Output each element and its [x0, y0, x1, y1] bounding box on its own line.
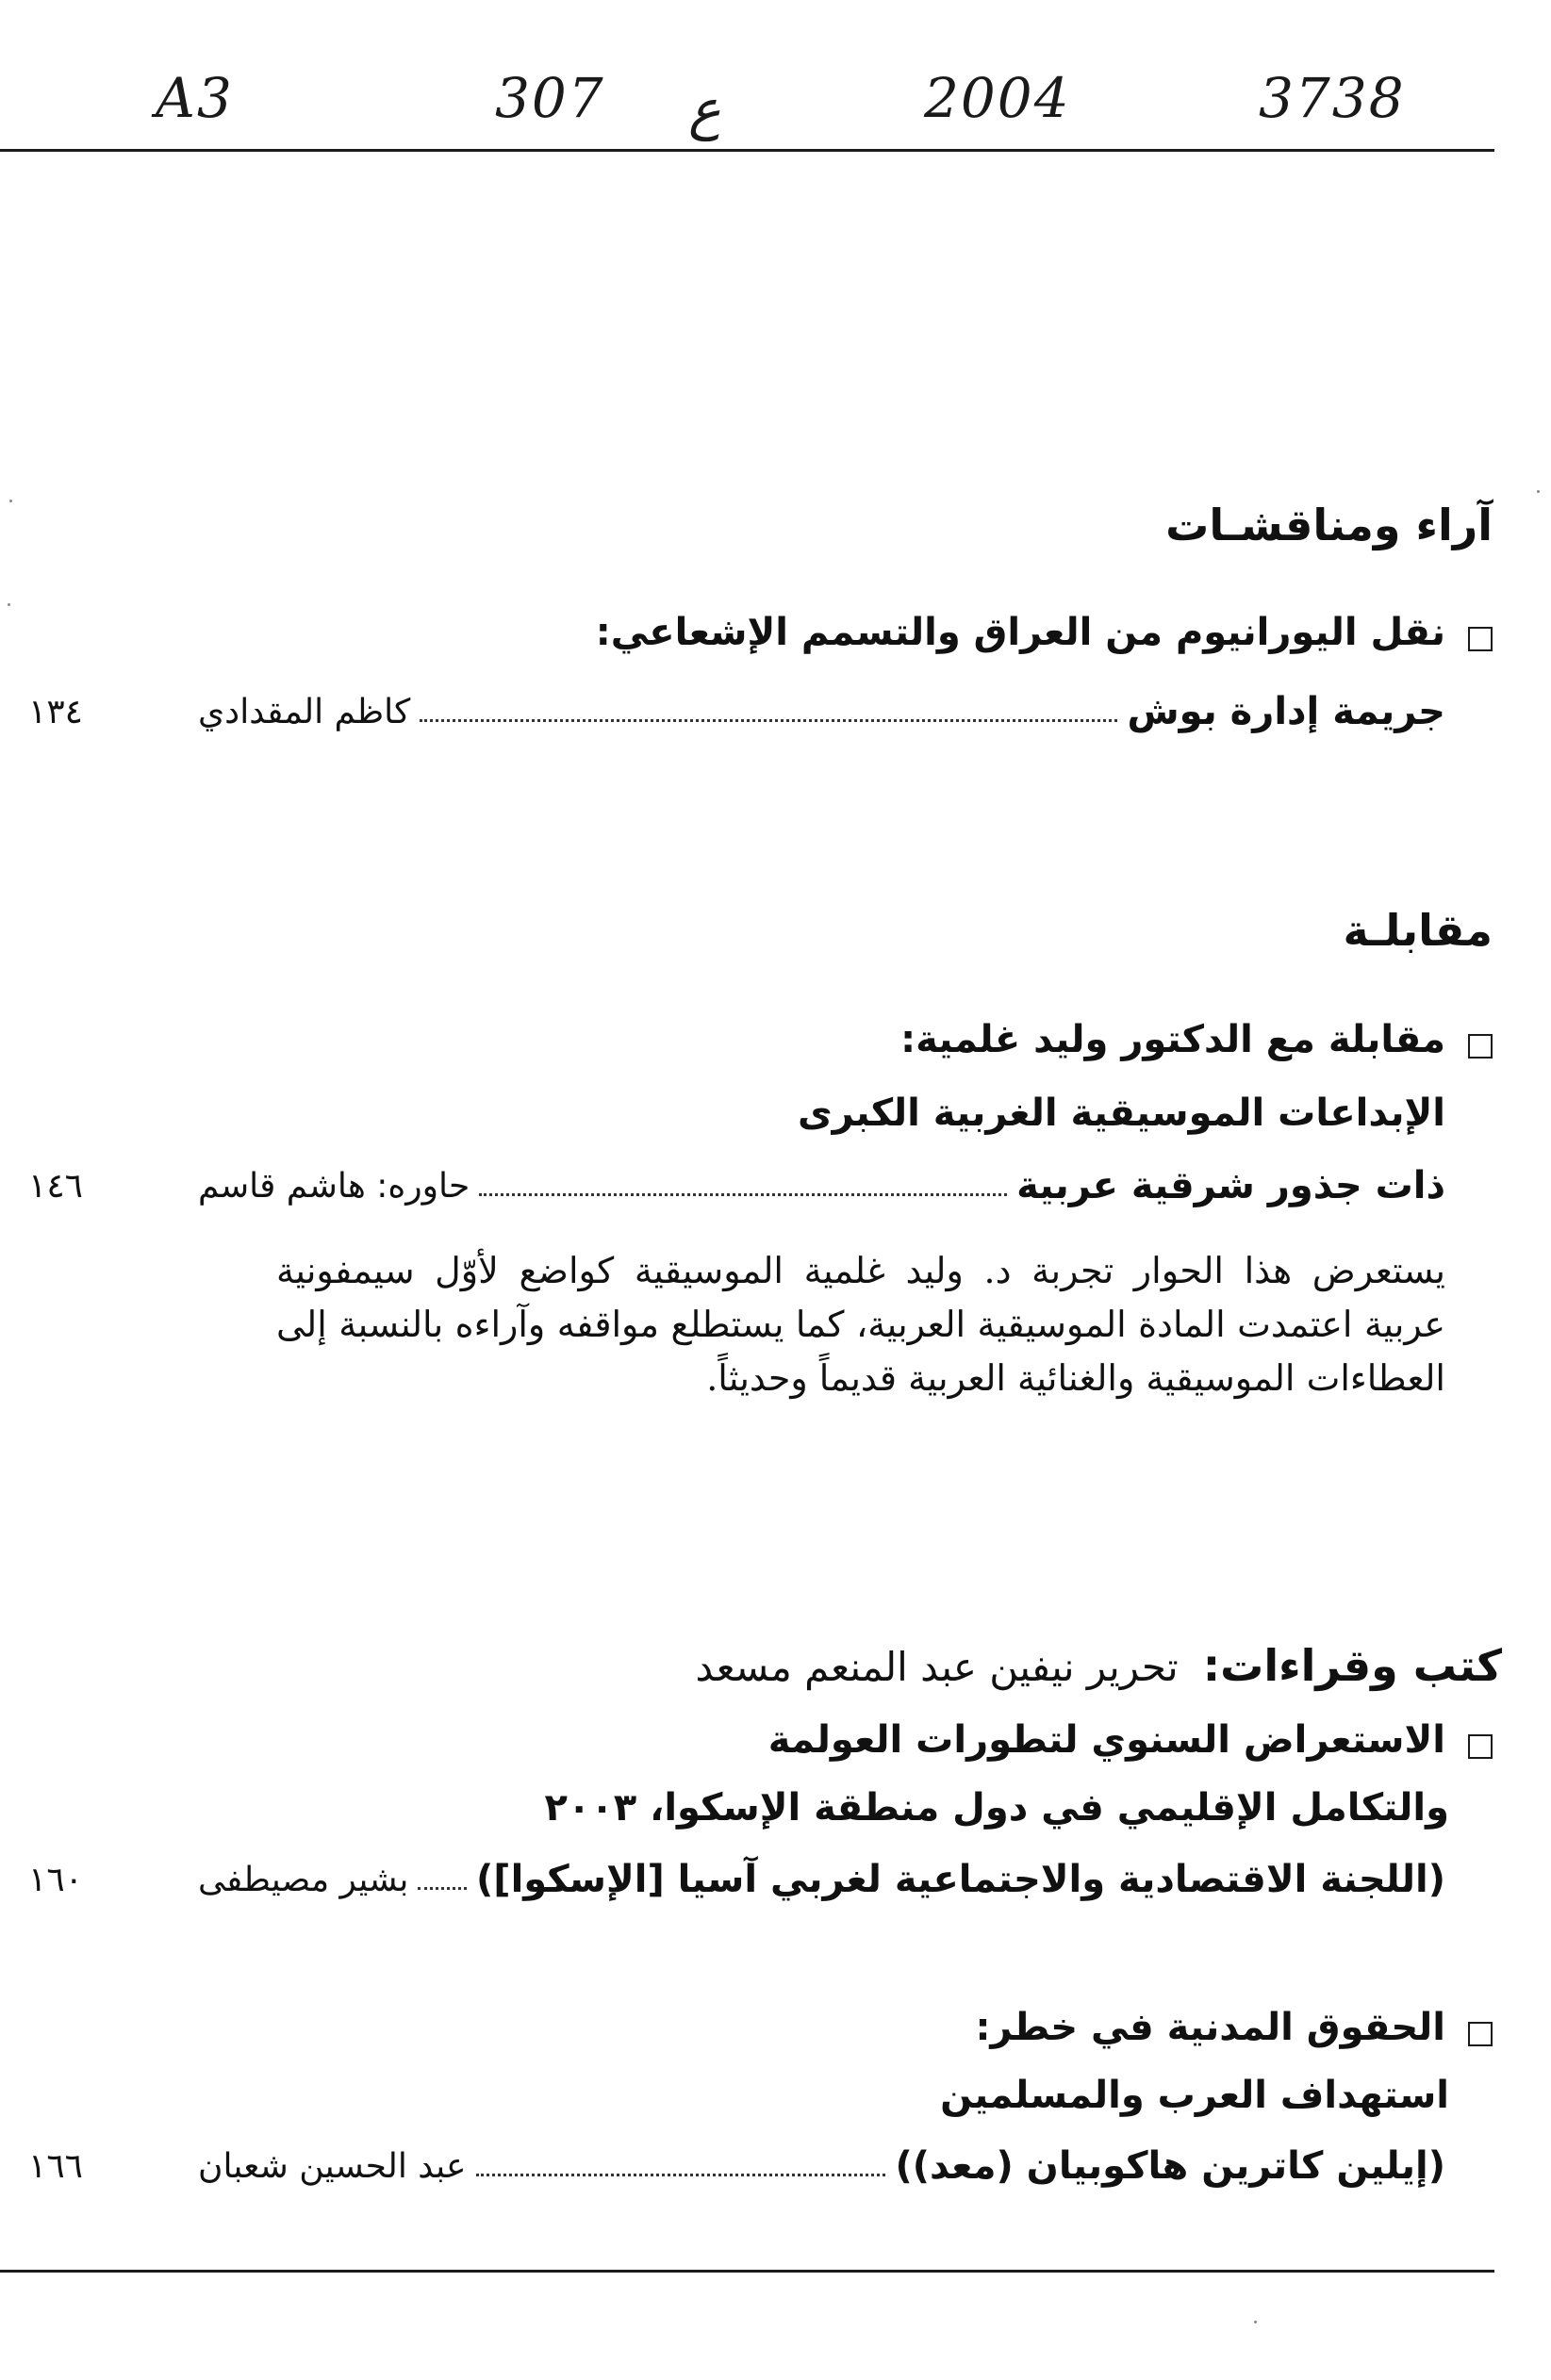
books-editor: تحرير نيفين عبد المنعم مسعد	[695, 1644, 1179, 1690]
bullet-box-icon	[1468, 1034, 1493, 1059]
entry-author: عبد الحسين شعبان	[198, 2146, 467, 2186]
interview-abstract: يستعرض هذا الحوار تجربة د. وليد غلمية الموسيقية كواضع لأوّل سيمفونية عربية اعتمدت المادة الموسيقية العربية، كما يستطلع مواقفه وآراءه بالنسبة إلى العطاءات الموسيقية والغنائية العربية قديماً وحديثاً.	[276, 1250, 1445, 1399]
entry-title-line: استهداف العرب والمسلمين	[940, 2074, 1449, 2117]
entry-title-line: الإبداعات الموسيقية الغربية الكبرى	[798, 1092, 1445, 1135]
bullet-box-icon	[1468, 1734, 1493, 1759]
scan-speck	[9, 500, 12, 502]
entry-title-line: والتكامل الإقليمي في دول منطقة الإسكوا، ٢٠٠٣	[544, 1786, 1449, 1830]
leader-dots	[418, 1886, 467, 1890]
catalog-mark-letter: ع	[688, 77, 721, 141]
entry-title-line: الحقوق المدنية في خطر:	[975, 2006, 1445, 2049]
entry-title-line: الاستعراض السنوي لتطورات العولمة	[767, 1718, 1445, 1762]
entry-page-number: ١٦٦	[28, 2146, 84, 2186]
entry-author: كاظم المقدادي	[198, 692, 411, 731]
leader-dots	[479, 1192, 1007, 1196]
entry-author: بشير مصيطفى	[198, 1860, 409, 1899]
entry-title-line: نقل اليورانيوم من العراق والتسمم الإشعاعي:	[595, 611, 1445, 654]
entry-title-last-line: (إيلين كاترين هاكوبيان (معد))	[895, 2144, 1445, 2188]
scan-speck	[8, 603, 10, 606]
toc-entry-uranium[interactable]	[28, 683, 1445, 740]
leader-dots	[420, 718, 1117, 722]
leader-dots	[476, 2173, 886, 2176]
entry-page-number: ١٣٤	[28, 692, 84, 731]
entry-author: حاوره: هاشم قاسم	[198, 1166, 470, 1206]
entry-title-last-line: جريمة إدارة بوش	[1127, 690, 1445, 733]
footer-rule	[0, 2270, 1494, 2273]
catalog-mark-a3: A3	[156, 66, 234, 130]
catalog-mark-year: 2004	[924, 66, 1071, 130]
entry-page-number: ١٦٠	[28, 1860, 84, 1899]
entry-title-last-line: (اللجنة الاقتصادية والاجتماعية لغربي آسيا [الإسكوا])	[476, 1858, 1445, 1901]
scan-speck	[1254, 2321, 1257, 2323]
section-title-books	[696, 1640, 1502, 1691]
toc-entry-escwa[interactable]	[28, 1851, 1445, 1908]
books-title: كتب وقراءات:	[1202, 1640, 1502, 1691]
bullet-box-icon	[1468, 627, 1493, 651]
catalog-mark-id: 3738	[1259, 66, 1406, 130]
section-title-opinions: آراء ومناقشـات	[1165, 500, 1493, 550]
toc-entry-interview[interactable]	[28, 1157, 1445, 1214]
scan-speck	[1537, 490, 1540, 493]
bullet-box-icon	[1468, 2022, 1493, 2046]
entry-page-number: ١٤٦	[28, 1166, 84, 1206]
entry-title-line: مقابلة مع الدكتور وليد غلمية:	[900, 1018, 1445, 1061]
toc-entry-civil-rights[interactable]	[28, 2138, 1445, 2194]
section-title-interview: مقابلـة	[1343, 905, 1493, 956]
catalog-mark-number: 307	[495, 66, 605, 130]
entry-title-last-line: ذات جذور شرقية عربية	[1016, 1164, 1445, 1207]
